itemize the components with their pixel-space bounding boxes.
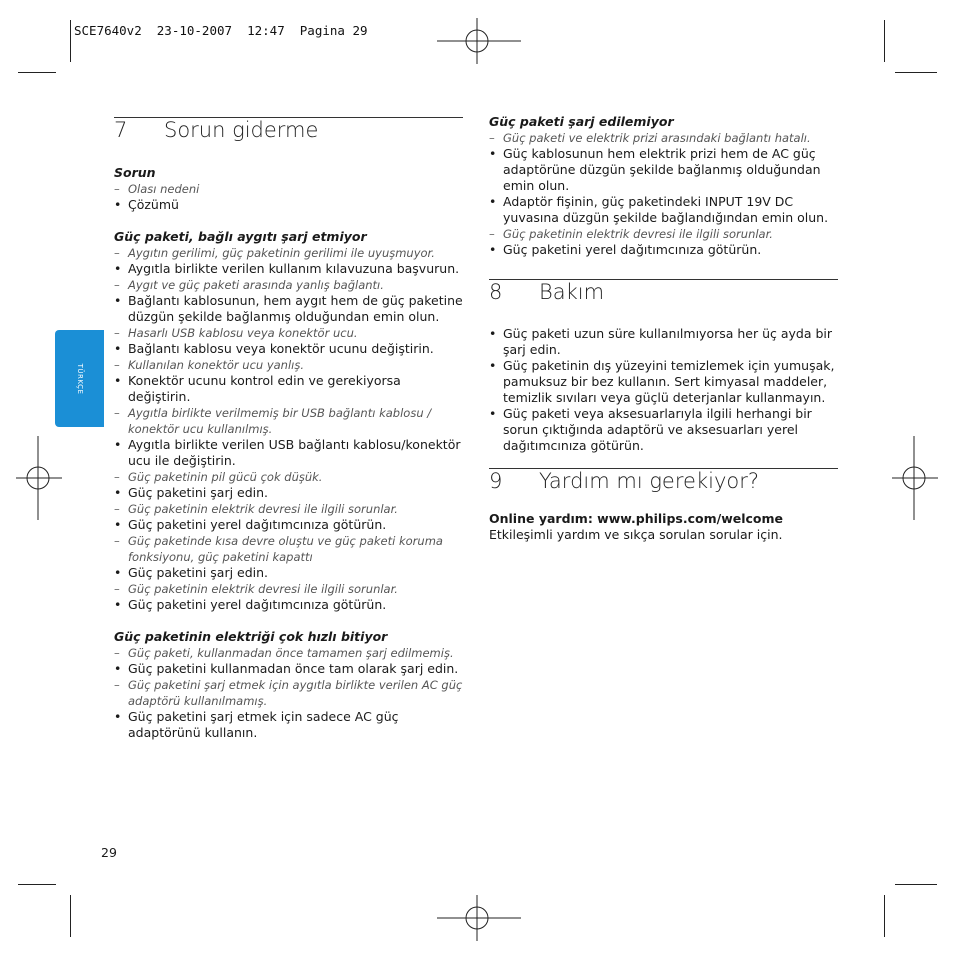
charge-group-items (489, 130, 838, 258)
trouble-groups (114, 229, 463, 741)
section-heading: Bakım (539, 280, 605, 304)
problem-heading: Güç paketi, bağlı aygıtı şarj etmiyor (114, 229, 367, 244)
crop-mark-tr-h (895, 72, 937, 73)
page-number: 29 (101, 845, 117, 860)
possible-cause: – Güç paketinin pil gücü çok düşük. (114, 469, 463, 485)
care-item: • Güç paketinin dış yüzeyini temizlemek için yumuşak, pamuksuz bir bez kullanın. Sert kimyasal maddeler, temizlik sıvıları veya güçlü deterjanlar kullanmayın. (489, 358, 838, 406)
section-heading: Yardım mı gerekiyor? (539, 469, 759, 493)
section-number: 9 (489, 469, 503, 493)
registration-mark-right (892, 436, 938, 520)
registration-mark-bottom (437, 895, 521, 941)
crop-mark-tl-h (18, 72, 56, 73)
solution-item: • Aygıtla birlikte verilen USB bağlantı kablosu/konektör ucu ile değiştirin. (114, 437, 463, 469)
care-items (489, 326, 838, 454)
crop-mark-tl-v (70, 20, 71, 62)
solution-item: • Güç paketini şarj etmek için sadece AC güç adaptörünü kullanın. (114, 709, 463, 741)
registration-mark-left (16, 436, 62, 520)
online-help-line: Online yardım: www.philips.com/welcome (489, 511, 784, 526)
problem-heading: Güç paketinin elektriği çok hızlı bitiyor (114, 629, 388, 644)
possible-cause: – Güç paketi ve elektrik prizi arasındaki bağlantı hatalı. (489, 130, 838, 146)
care-item: • Güç paketi veya aksesuarlarıyla ilgili herhangi bir sorun çıktığında adaptörü ve aksesuarları yerel dağıtımcınıza götürün. (489, 406, 838, 454)
solution-item: • Güç paketini yerel dağıtımcınıza götürün. (489, 242, 838, 258)
print-header: SCE7640v2 23-10-2007 12:47 Pagina 29 (74, 23, 368, 38)
solution-item: • Konektör ucunu kontrol edin ve gerekiyorsa değiştirin. (114, 373, 463, 405)
possible-cause: – Güç paketinin elektrik devresi ile ilgili sorunlar. (114, 501, 463, 517)
solution-item: • Bağlantı kablosunun, hem aygıt hem de güç paketine düzgün şekilde bağlanmış olduğundan emin olun. (114, 293, 463, 325)
possible-cause: – Güç paketinde kısa devre oluştu ve güç paketi koruma fonksiyonu, güç paketini kapattı (114, 533, 463, 565)
crop-mark-br-h (895, 884, 937, 885)
solution-item: • Güç paketini şarj edin. (114, 485, 463, 501)
solution-item: • Güç paketini şarj edin. (114, 565, 463, 581)
solution-item: • Bağlantı kablosu veya konektör ucunu değiştirin. (114, 341, 463, 357)
section-7-title (114, 117, 463, 152)
solution-item: • Güç paketini kullanmadan önce tam olarak şarj edin. (114, 661, 463, 677)
solution-item: • Güç paketini yerel dağıtımcınıza götürün. (114, 517, 463, 533)
right-column (489, 114, 838, 543)
registration-mark-top (437, 18, 521, 64)
charge-group-head: Güç paketi şarj edilemiyor (489, 114, 674, 129)
section-8-title (489, 279, 838, 314)
section-heading: Sorun giderme (164, 118, 319, 142)
solution-item: • Güç kablosunun hem elektrik prizi hem de AC güç adaptörüne düzgün şekilde bağlanmış olduğundan emin olun. (489, 146, 838, 194)
possible-cause: – Güç paketinin elektrik devresi ile ilgili sorunlar. (114, 581, 463, 597)
possible-cause: – Güç paketi, kullanmadan önce tamamen şarj edilmemiş. (114, 645, 463, 661)
solution-item: • Güç paketini yerel dağıtımcınıza götürün. (114, 597, 463, 613)
crop-mark-br-v (884, 895, 885, 937)
possible-cause: – Aygıtla birlikte verilmemiş bir USB bağlantı kablosu / konektör ucu kullanılmış. (114, 405, 463, 437)
crop-mark-tr-v (884, 20, 885, 62)
crop-mark-bl-h (18, 884, 56, 885)
crop-mark-bl-v (70, 895, 71, 937)
legend-solution: • Çözümü (114, 197, 463, 213)
language-tab (55, 330, 104, 427)
section-number: 8 (489, 280, 503, 304)
possible-cause: – Güç paketinin elektrik devresi ile ilgili sorunlar. (489, 226, 838, 242)
legend-cause: – Olası nedeni (114, 181, 463, 197)
possible-cause: – Aygıt ve güç paketi arasında yanlış bağlantı. (114, 277, 463, 293)
possible-cause: – Kullanılan konektör ucu yanlış. (114, 357, 463, 373)
possible-cause: – Aygıtın gerilimi, güç paketinin gerilimi ile uyuşmuyor. (114, 245, 463, 261)
solution-item: • Aygıtla birlikte verilen kullanım kılavuzuna başvurun. (114, 261, 463, 277)
language-tab-label: TÜRKÇE (75, 363, 84, 394)
section-9-title (489, 468, 838, 503)
possible-cause: – Güç paketini şarj etmek için aygıtla birlikte verilen AC güç adaptörü kullanılmamış. (114, 677, 463, 709)
legend-head: Sorun (114, 165, 156, 180)
online-help-desc: Etkileşimli yardım ve sıkça sorulan sorular için. (489, 527, 783, 542)
possible-cause: – Hasarlı USB kablosu veya konektör ucu. (114, 325, 463, 341)
section-number: 7 (114, 118, 128, 142)
solution-item: • Adaptör fişinin, güç paketindeki INPUT 19V DC yuvasına düzgün şekilde bağlandığından emin olun. (489, 194, 838, 226)
left-column (114, 117, 463, 741)
care-item: • Güç paketi uzun süre kullanılmıyorsa her üç ayda bir şarj edin. (489, 326, 838, 358)
